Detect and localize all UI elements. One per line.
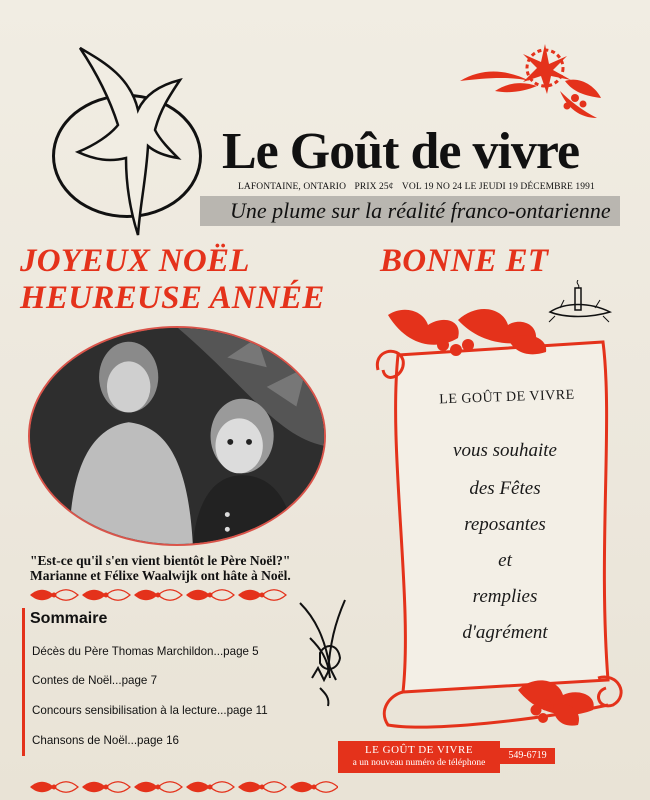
headline-bonne-et: BONNE ET [380, 243, 549, 279]
toc-item[interactable]: Chansons de Noël...page 16 [32, 734, 179, 747]
newspaper-title: Le Goût de vivre [222, 123, 580, 180]
headline-joyeux-noel: JOYEUX NOËL [20, 243, 250, 279]
tagline: Une plume sur la réalité franco-ontarienne [230, 198, 611, 223]
sommaire-title: Sommaire [30, 610, 108, 627]
sommaire-rule [22, 608, 25, 756]
toc-item[interactable]: Décès du Père Thomas Marchildon...page 5 [32, 645, 259, 658]
toc-item[interactable]: Contes de Noël...page 7 [32, 674, 158, 687]
greeting-line: vous souhaite [453, 440, 557, 461]
caption-line-2: Marianne et Félixe Waalwijk ont hâte à Noël. [30, 568, 291, 583]
phone-number: 549-6719 [500, 748, 555, 764]
greeting-line: et [498, 550, 512, 571]
phone-banner-text: a un nouveau numéro de téléphone [352, 758, 486, 768]
holly-border-bottom-icon [28, 778, 338, 796]
holly-sprig-icon [455, 36, 605, 126]
pine-ornament-icon [290, 598, 355, 708]
price: PRIX 25¢ [354, 182, 394, 192]
greeting-line: reposantes [464, 514, 546, 535]
greeting-heading: LE GOÛT DE VIVRE [439, 387, 575, 408]
headline-heureuse-annee: HEUREUSE ANNÉE [20, 280, 325, 316]
photo-caption [30, 553, 291, 583]
greeting-line: d'agrément [462, 622, 548, 643]
greeting-line: des Fêtes [469, 478, 541, 499]
children-photo [28, 326, 326, 546]
caption-line-1: "Est-ce qu'il s'en vient bientôt le Père Noël?" [30, 553, 291, 568]
holly-border-icon [28, 586, 288, 604]
issue-details: VOL 19 NO 24 LE JEUDI 19 DÉCEMBRE 1991 [401, 182, 595, 192]
phone-banner-name: LE GOÛT DE VIVRE [364, 744, 474, 756]
greeting-line: remplies [472, 586, 538, 607]
toc-item[interactable]: Concours sensibilisation à la lecture...page 11 [32, 704, 268, 717]
phone-banner [338, 741, 500, 773]
issue-info-line [238, 182, 595, 192]
location: LAFONTAINE, ONTARIO [238, 182, 347, 192]
dove-logo-icon [60, 40, 210, 240]
